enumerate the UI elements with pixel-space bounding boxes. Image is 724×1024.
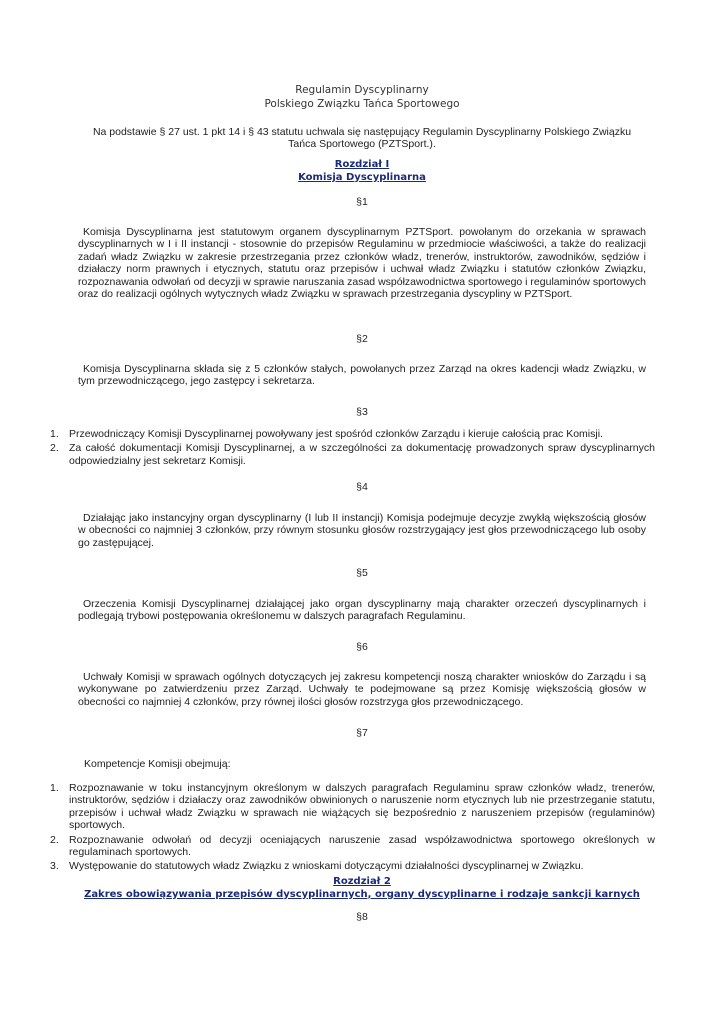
section-2-text: Komisja Dyscyplinarna składa się z 5 członków stałych, powołanych przez Zarząd na okres kadencji władz Związku, w tym przewodniczącego, jego zastępcy i sekretarza. bbox=[78, 363, 646, 388]
list-item bbox=[0, 782, 724, 832]
list-item-text: Rozpoznawanie w toku instancyjnym określonym w dalszych paragrafach Regulaminu spraw członków władz, trenerów, instruktorów, sędziów i działaczy oraz zawodników obwinionych o naruszenie norm etycznych lub nie przestrzeganie statutu, przepisów i uchwał władz Związku w sprawach nie wiążących się bezpośrednio z naruszeniem przepisów (regulaminów) sportowych. bbox=[69, 782, 655, 832]
chapter1-label: Rozdział I bbox=[334, 159, 390, 170]
intro-paragraph: Na podstawie § 27 ust. 1 pkt 14 i § 43 statutu uchwala się następujący Regulamin Dyscyplinarny Polskiego Związku Tańca Sportowego (PZTSport.). bbox=[92, 126, 632, 151]
section-4-text: Działając jako instancyjny organ dyscyplinarny (I lub II instancji) Komisja podejmuje decyzje zwykłą większością głosów w obecności co najmniej 3 członków, przy równym stosunku głosów rozstrzygający jest głos przewodniczącego lub osoby go zastępującej. bbox=[78, 512, 646, 549]
list-item-number: 3. bbox=[50, 860, 59, 873]
section-6-label: §6 bbox=[356, 641, 368, 653]
chapter2-heading bbox=[0, 876, 724, 901]
section-8-label: §8 bbox=[356, 911, 368, 923]
section-6-text: Uchwały Komisji w sprawach ogólnych dotyczących jej zakresu kompetencji noszą charakter wniosków do Zarządu i są wykonywane po zatwierdzeniu przez Zarząd. Uchwały te podejmowane są przez Komisję większością głosów w obecności co najmniej 4 członków, przy równej ilości głosów rozstrzyga głos przewodniczącego. bbox=[78, 671, 646, 708]
chapter2-title: Zakres obowiązywania przepisów dyscyplinarnych, organy dyscyplinarne i rodzaje sankcji karnych bbox=[84, 888, 640, 900]
section-1-text: Komisja Dyscyplinarna jest statutowym organem dyscyplinarnym PZTSport. powołanym do orzekania w sprawach dyscyplinarnych w I i II instancji - stosownie do przepisów Regulaminu w przedmiocie właściwości, a także do realizacji zadań władz Związku w zakresie przestrzegania przez członków władz, trenerów, instruktorów, zawodników, sędziów i działaczy norm prawnych i etycznych, statutu oraz przepisów i uchwał władz Związku i statutów członków Związku, rozpoznawania odwołań od decyzji w sprawie naruszania zasad współzawodnictwa sportowego i regulaminów sportowych oraz do realizacji ogólnych wytycznych władz Związku w sprawach przestrzegania dyscypliny w PZTSport. bbox=[78, 226, 646, 301]
list-item bbox=[0, 428, 724, 440]
section-5-label: §5 bbox=[356, 567, 368, 579]
section-7-list bbox=[0, 782, 724, 873]
section-7-label: §7 bbox=[356, 727, 368, 739]
list-item-text: Rozpoznawanie odwołań od decyzji oceniających naruszenie zasad współzawodnictwa sportowego określonych w regulaminach sportowych. bbox=[69, 833, 655, 859]
document-title-line2: Polskiego Związku Tańca Sportowego bbox=[264, 98, 460, 110]
list-item-number: 2. bbox=[50, 442, 59, 455]
section-4-label: §4 bbox=[356, 481, 368, 493]
list-item-text: Za całość dokumentacji Komisji Dyscyplinarnej, a w szczególności za dokumentację prowadzonych spraw dyscyplinarnych odpowiedzialny jest sekretarz Komisji. bbox=[69, 442, 655, 467]
chapter2-label: Rozdział 2 bbox=[333, 876, 391, 887]
list-item-text: Występowanie do statutowych władz Związku z wnioskami dotyczącymi działalności dyscyplinarnej w Związku. bbox=[69, 860, 584, 873]
document-title-line1: Regulamin Dyscyplinarny bbox=[295, 84, 429, 96]
list-item bbox=[0, 860, 724, 872]
list-item bbox=[0, 834, 724, 859]
section-1-label: §1 bbox=[356, 196, 368, 208]
section-3-list bbox=[0, 428, 724, 467]
list-item-text: Przewodniczący Komisji Dyscyplinarnej powoływany jest spośród członków Zarządu i kieruje całością prac Komisji. bbox=[69, 428, 603, 440]
list-item-number: 1. bbox=[50, 782, 59, 794]
list-item-number: 2. bbox=[50, 833, 59, 846]
section-2-label: §2 bbox=[356, 333, 368, 345]
chapter1-heading bbox=[0, 159, 724, 184]
list-item bbox=[0, 442, 724, 467]
section-5-text: Orzeczenia Komisji Dyscyplinarnej działającej jako organ dyscyplinarny mają charakter orzeczeń dyscyplinarnych i podlegają trybowi postępowania określonemu w dalszych paragrafach Regulaminu. bbox=[78, 598, 646, 623]
list-item-number: 1. bbox=[50, 428, 59, 440]
chapter1-title: Komisja Dyscyplinarna bbox=[298, 171, 426, 183]
section-7-intro: Kompetencje Komisji obejmują: bbox=[84, 758, 231, 770]
section-3-label: §3 bbox=[356, 406, 368, 418]
